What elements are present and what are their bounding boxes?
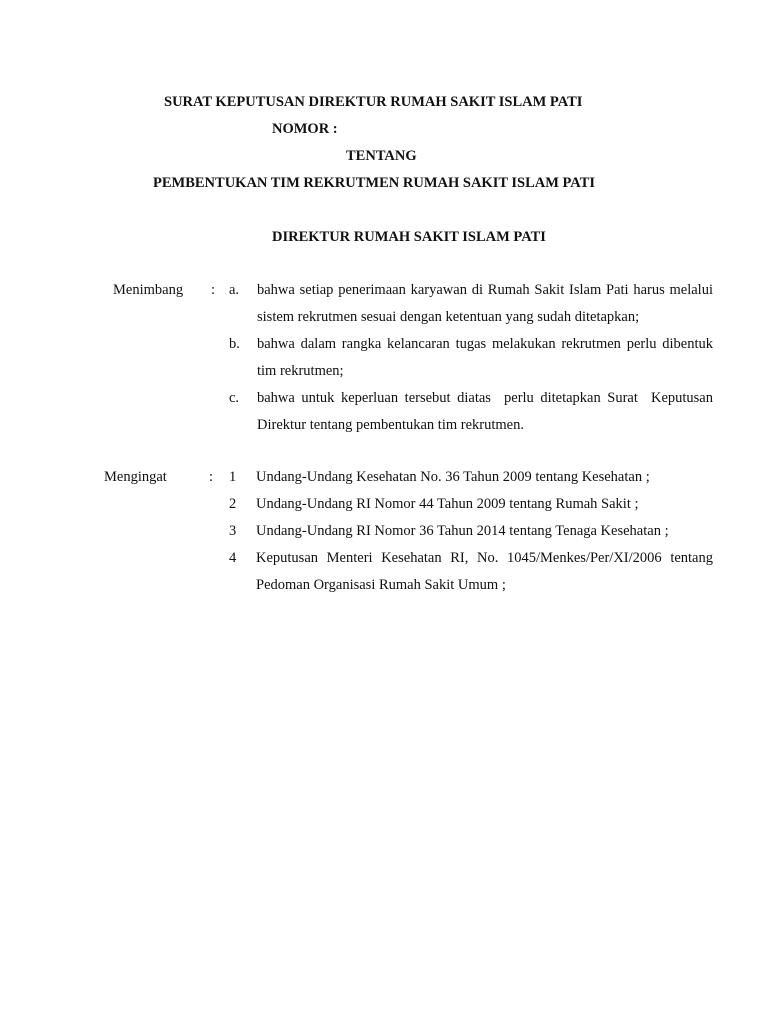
tentang-label: TENTANG xyxy=(346,148,417,164)
mengingat-label: Mengingat xyxy=(104,469,167,485)
list-item-text: Keputusan Menteri Kesehatan RI, No. 1045/Menkes/Per/XI/2006 tentang xyxy=(256,550,713,566)
list-item-marker: c. xyxy=(229,390,240,406)
list-item-marker: 2 xyxy=(229,496,237,512)
list-item-text: Undang-Undang RI Nomor 44 Tahun 2009 tentang Rumah Sakit ; xyxy=(256,496,639,512)
list-item-marker: 3 xyxy=(229,523,237,539)
list-item-text: Undang-Undang Kesehatan No. 36 Tahun 2009 tentang Kesehatan ; xyxy=(256,469,650,485)
menimbang-label: Menimbang xyxy=(113,282,184,298)
list-item-marker: a. xyxy=(229,282,240,298)
menimbang-colon: : xyxy=(211,282,216,298)
list-item-marker: b. xyxy=(229,336,240,352)
list-item-text: tim rekrutmen; xyxy=(257,363,344,379)
list-item-marker: 1 xyxy=(229,469,237,485)
document-title: SURAT KEPUTUSAN DIREKTUR RUMAH SAKIT ISLAM PATI xyxy=(164,94,583,110)
list-item-text: bahwa dalam rangka kelancaran tugas melakukan rekrutmen perlu dibentuk xyxy=(257,336,713,352)
document-subject: PEMBENTUKAN TIM REKRUTMEN RUMAH SAKIT ISLAM PATI xyxy=(153,175,596,191)
list-item-text: bahwa setiap penerimaan karyawan di Rumah Sakit Islam Pati harus melalui xyxy=(257,282,713,298)
list-item-text: sistem rekrutmen sesuai dengan ketentuan yang sudah ditetapkan; xyxy=(257,309,640,325)
mengingat-colon: : xyxy=(209,469,214,485)
list-item-text: Pedoman Organisasi Rumah Sakit Umum ; xyxy=(256,577,506,593)
list-item-text: Undang-Undang RI Nomor 36 Tahun 2014 tentang Tenaga Kesehatan ; xyxy=(256,523,669,539)
list-item-marker: 4 xyxy=(229,550,237,566)
nomor-label: NOMOR : xyxy=(272,121,338,137)
list-item-text: bahwa untuk keperluan tersebut diatas perlu ditetapkan Surat Keputusan xyxy=(257,390,713,406)
list-item-text: Direktur tentang pembentukan tim rekrutmen. xyxy=(257,417,524,433)
issuer-heading: DIREKTUR RUMAH SAKIT ISLAM PATI xyxy=(272,229,546,245)
